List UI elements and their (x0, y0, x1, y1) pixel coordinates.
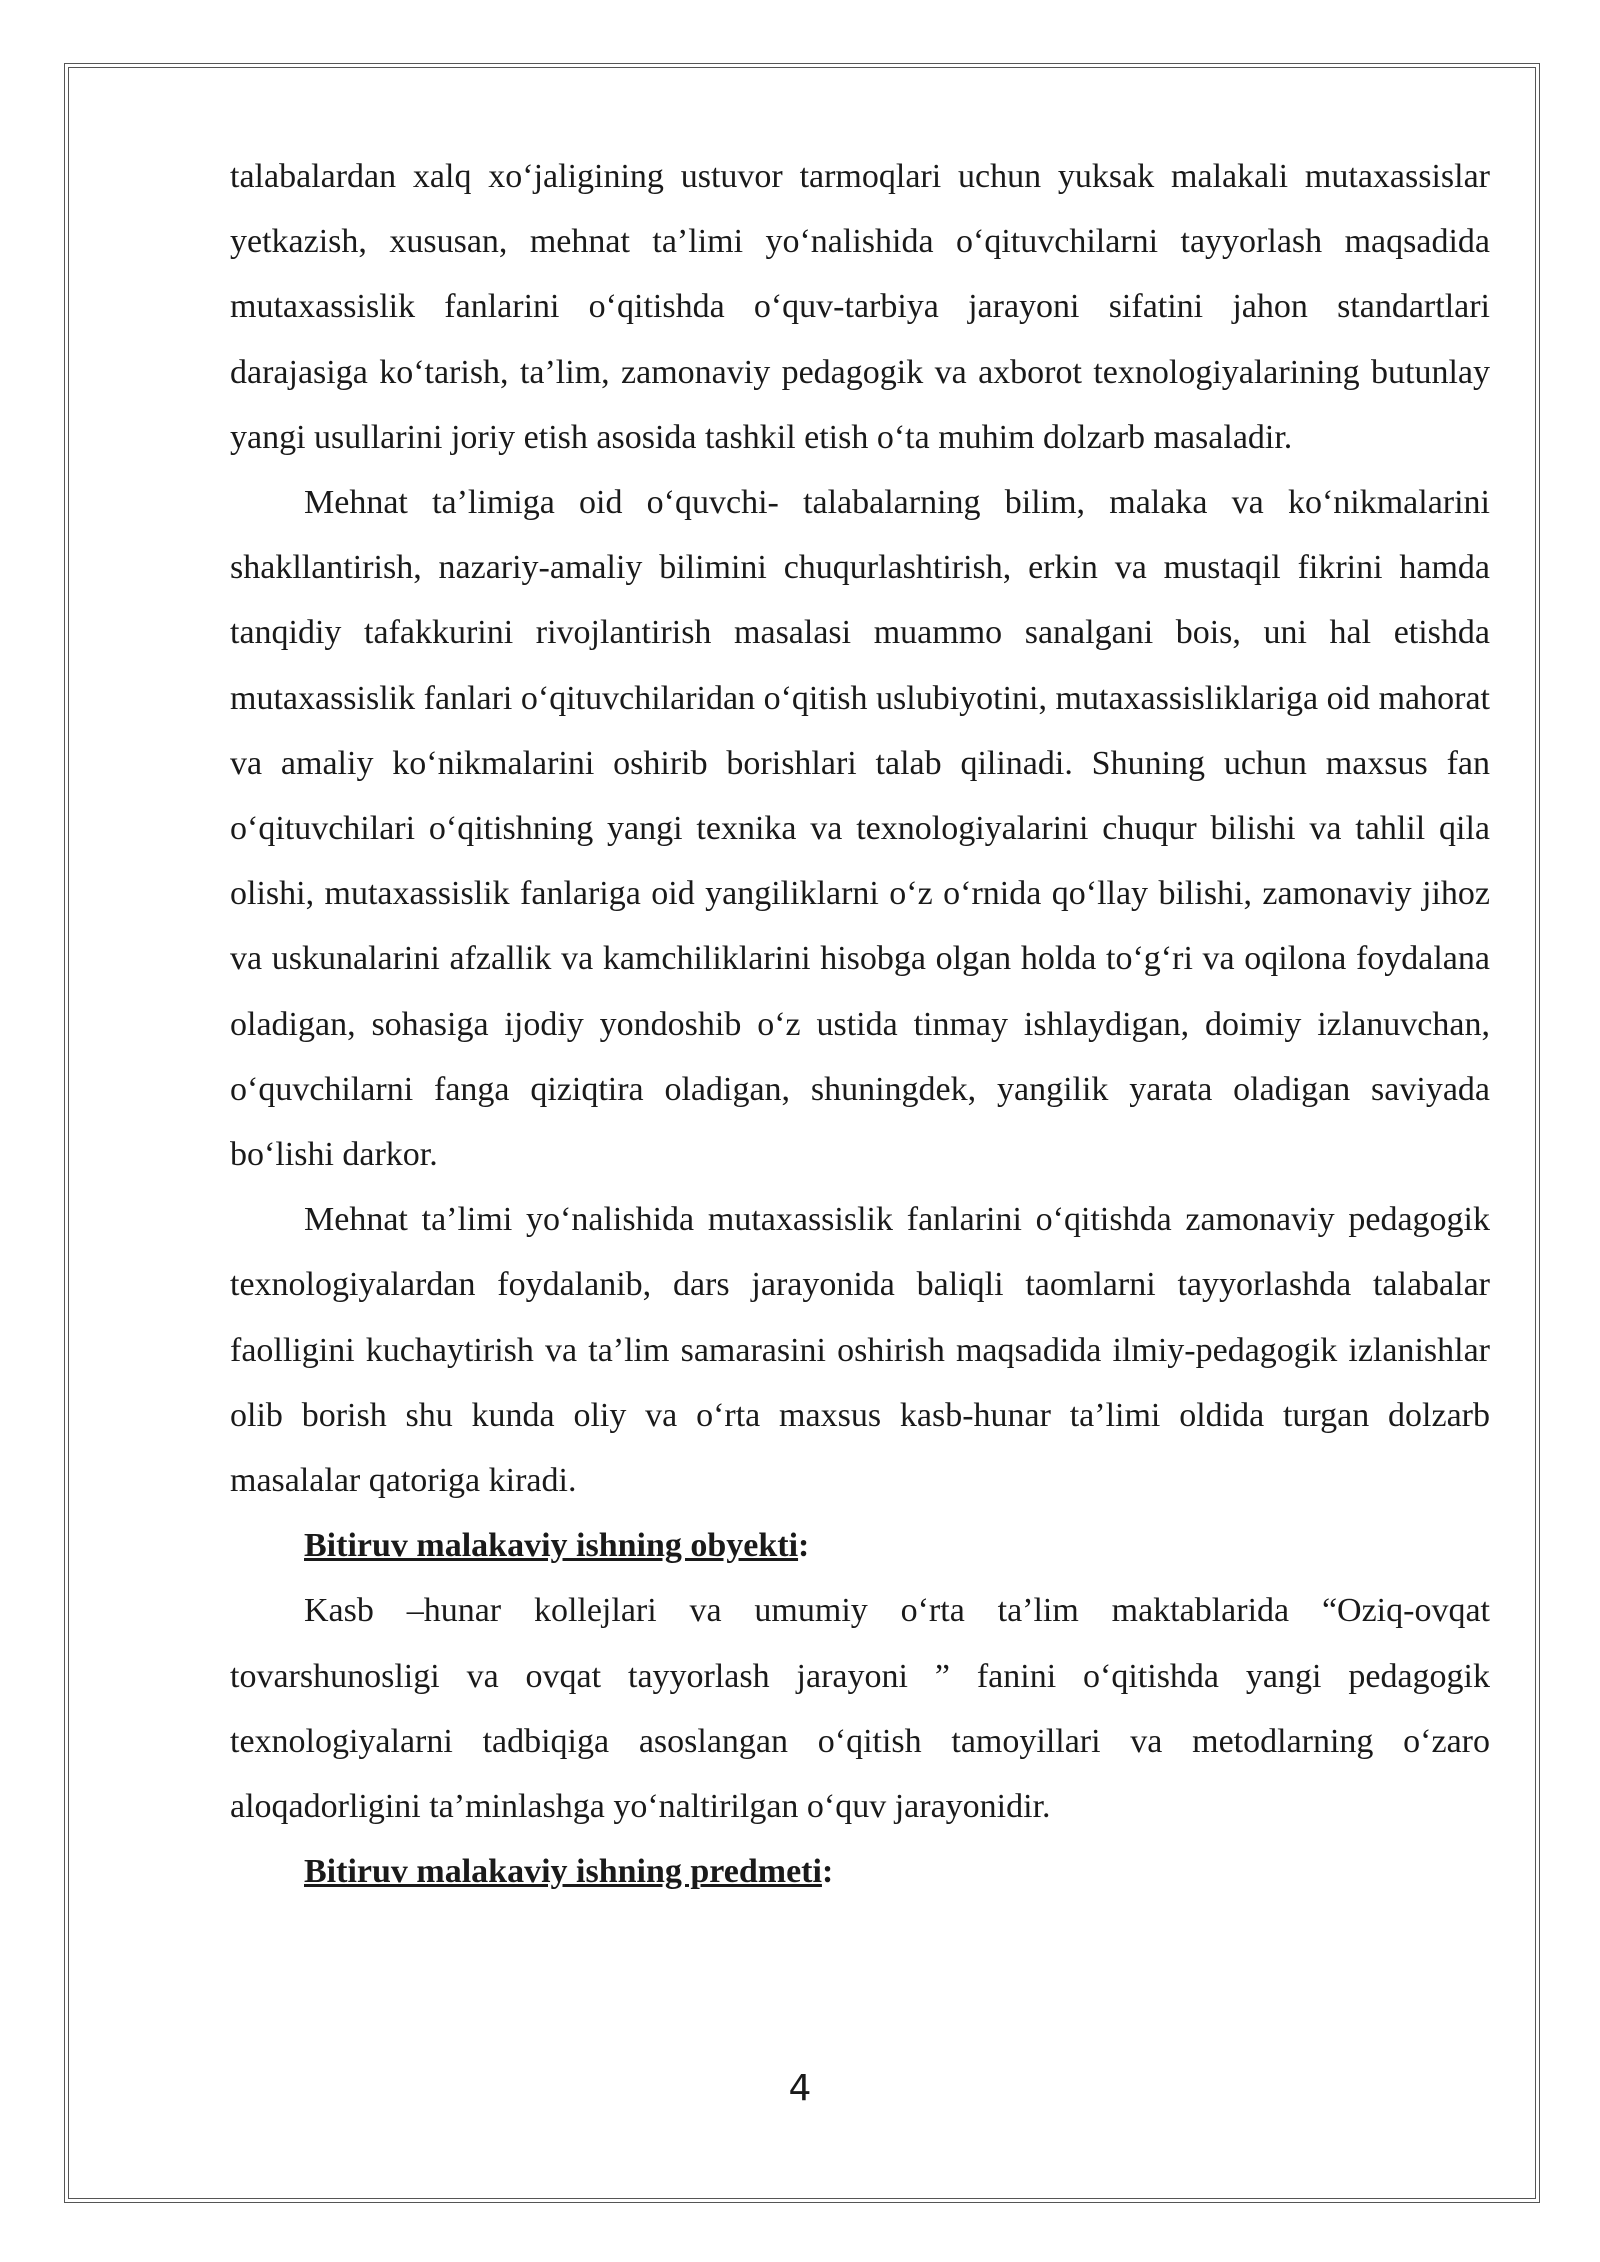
document-body (230, 144, 1490, 1904)
object-heading-text: Bitiruv malakaviy ishning obyekti (304, 1527, 799, 1565)
paragraph-intro: talabalardan xalq xo‘jaligining ustuvor tarmoqlari uchun yuksak malakali mutaxassislar yetkazish, xususan, mehnat ta’limi yo‘nalishida o‘qituvchilarni tayyorlash maqsadida mutaxassislik fanlarini o‘qitishda o‘quv-tarbiya jarayoni sifatini jahon standartlari darajasiga ko‘tarish, ta’lim, zamonaviy pedagogik va axborot texnologiyalarining butunlay yangi usullarini joriy etish asosida tashkil etish o‘ta muhim dolzarb masaladir. (230, 158, 1490, 456)
subject-heading (230, 1839, 1490, 1904)
object-paragraph: Kasb –hunar kollejlari va umumiy o‘rta ta’lim maktablarida “Oziq-ovqat tovarshunosligi va ovqat tayyorlash jarayoni ” fanini o‘qitishda yangi pedagogik texnologiyalarni tadbiqiga asoslangan o‘qitish tamoyillari va metodlarning o‘zaro aloqadorligini ta’minlashga yo‘naltirilgan o‘quv jarayonidir. (230, 1592, 1490, 1826)
paragraph-technologies: Mehnat ta’limi yo‘nalishida mutaxassislik fanlarini o‘qitishda zamonaviy pedagogik texnologiyalardan foydalanib, dars jarayonida baliqli taomlarni tayyorlashda talabalar faolligini kuchaytirish va ta’lim samarasini oshirish maqsadida ilmiy-pedagogik izlanishlar olib borish shu kunda oliy va o‘rta maxsus kasb-hunar ta’limi oldida turgan dolzarb masalalar qatoriga kiradi. (230, 1201, 1490, 1500)
subject-heading-colon: : (821, 1853, 834, 1891)
paragraph-skills: Mehnat ta’limiga oid o‘quvchi- talabalarning bilim, malaka va ko‘nikmalarini shakllantirish, nazariy-amaliy bilimini chuqurlashtirish, erkin va mustaqil fikrini hamda tanqidiy tafakkurini rivojlantirish masalasi muammo sanalgani bois, uni hal etishda mutaxassislik fanlari o‘qituvchilaridan o‘qitish uslubiyotini, mutaxassisliklariga oid mahorat va amaliy ko‘nikmalarini oshirib borishlari talab qilinadi. Shuning uchun maxsus fan o‘qituvchilari o‘qitishning yangi texnika va texnologiyalarini chuqur bilishi va tahlil qila olishi, mutaxassislik fanlariga oid yangiliklarni o‘z o‘rnida qo‘llay bilishi, zamonaviy jihoz va uskunalarini afzallik va kamchiliklarini hisobga olgan holda to‘g‘ri va oqilona foydalana oladigan, sohasiga ijodiy yondoshib o‘z ustida tinmay ishlaydigan, doimiy izlanuvchan, o‘quvchilarni fanga qiziqtira oladigan, shuningdek, yangilik yarata oladigan saviyada bo‘lishi darkor. (230, 484, 1490, 1174)
object-heading-colon: : (798, 1527, 810, 1565)
object-heading (230, 1513, 1490, 1578)
page-number: 4 (788, 2068, 812, 2109)
subject-heading-text: Bitiruv malakaviy ishning predmeti (304, 1853, 822, 1891)
